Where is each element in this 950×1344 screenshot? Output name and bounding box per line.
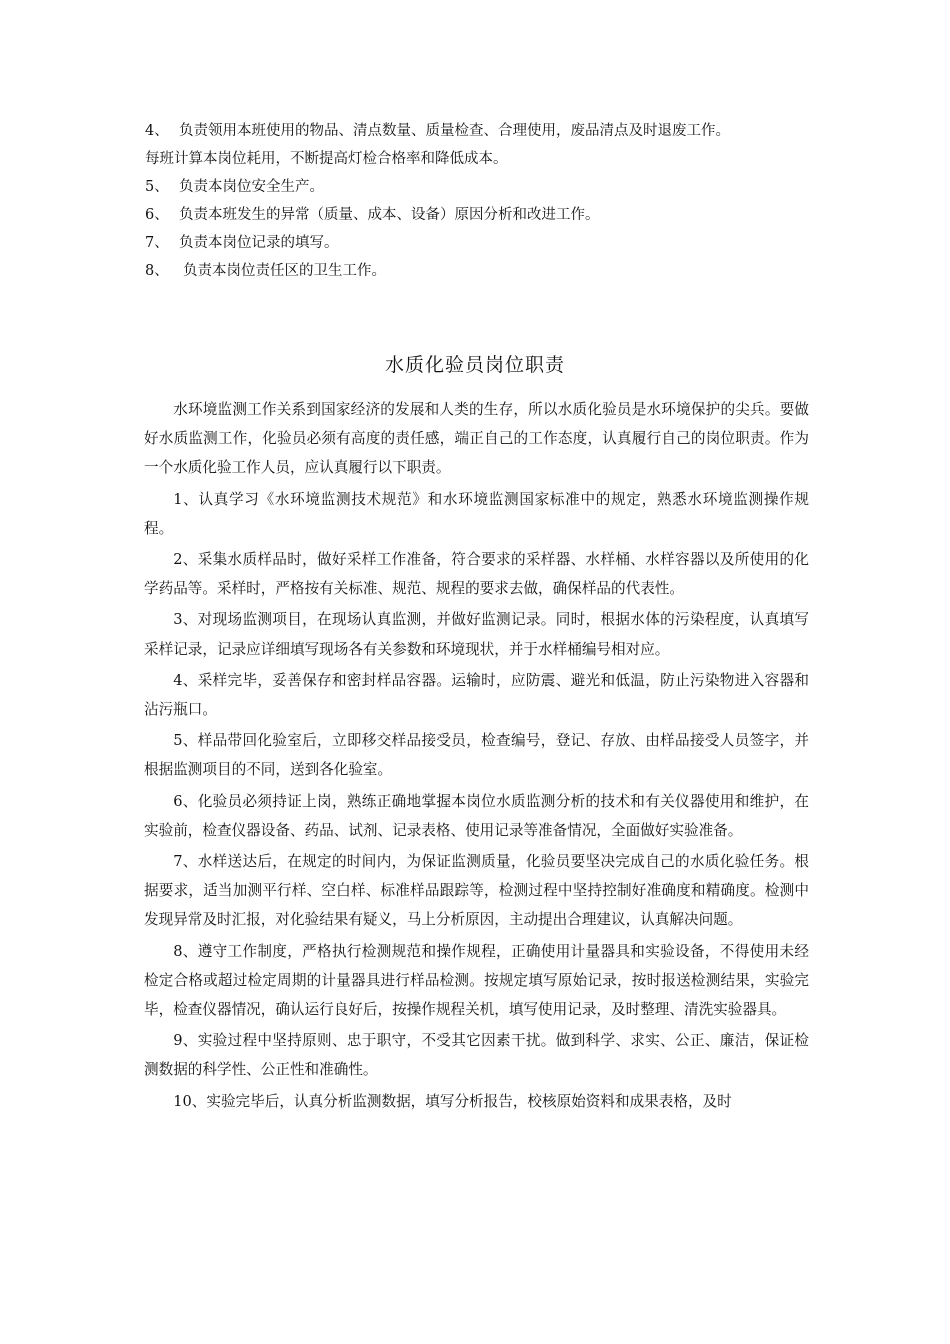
list-item-number: 6、 (145, 207, 169, 223)
duty-paragraph-1: 1、认真学习《水环境监测技术规范》和水环境监测国家标准中的规定，熟悉水环境监测操作规程。 (144, 490, 809, 537)
list-item-number: 8、 (145, 263, 169, 279)
duty-paragraph-3: 3、对现场监测项目，在现场认真监测，并做好监测记录。同时，根据水体的污染程度，认真填写采样记录，记录应详细填写现场各有关参数和环境现状，并于水样桶编号相对应。 (144, 611, 809, 658)
duty-paragraph-7: 7、水样送达后，在规定的时间内，为保证监测质量，化验员要坚决完成自己的水质化验任务。根据要求，适当加测平行样、空白样、标准样品跟踪等，检测过程中坚持控制好准确度和精确度。检测中发现异常及时汇报，对化验结果有疑义，马上分析原因，主动提出合理建议，认真解决问题。 (144, 853, 809, 929)
duty-paragraph-2: 2、采集水质样品时，做好采样工作准备，符合要求的采样器、水样桶、水样容器以及所使用的化学药品等。采样时，严格按有关标准、规范、规程的要求去做，确保样品的代表性。 (144, 551, 809, 598)
responsibility-list (145, 117, 825, 285)
list-item-text: 负责本岗位责任区的卫生工作。 (183, 263, 386, 279)
duty-paragraph-9: 9、实验过程中坚持原则、忠于职守，不受其它因素干扰。做到科学、求实、公正、廉洁，保证检测数据的科学性、公正性和准确性。 (144, 1032, 809, 1079)
intro-paragraph: 水环境监测工作关系到国家经济的发展和人类的生存，所以水质化验员是水环境保护的尖兵。要做好水质监测工作，化验员必须有高度的责任感，端正自己的工作态度，认真履行自己的岗位职责。作为一个水质化验工作人员，应认真履行以下职责。 (144, 401, 809, 477)
list-item-number: 5、 (145, 179, 169, 195)
list-item-text: 负责本班发生的异常（质量、成本、设备）原因分析和改进工作。 (179, 207, 600, 223)
duty-paragraph-8: 8、遵守工作制度，严格执行检测规范和操作规程，正确使用计量器具和实验设备，不得使用未经检定合格或超过检定周期的计量器具进行样品检测。按规定填写原始记录，按时报送检测结果，实验完毕，检查仪器情况，确认运行良好后，按操作规程关机，填写使用记录，及时整理、清洗实验器具。 (144, 942, 809, 1019)
list-item-text: 负责本岗位安全生产。 (179, 179, 324, 195)
list-item-number: 4、 (145, 123, 169, 139)
section-title: 水质化验员岗位职责 (384, 354, 565, 376)
section-body (144, 395, 809, 1116)
list-item (145, 257, 825, 285)
duty-paragraph-4: 4、采样完毕，妥善保存和密封样品容器。运输时，应防震、避光和低温，防止污染物进入容器和沾污瓶口。 (144, 671, 809, 719)
list-item-continuation: 每班计算本岗位耗用，不断提高灯检合格率和降低成本。 (145, 151, 508, 167)
list-item (145, 173, 825, 201)
duty-paragraph-10: 10、实验完毕后，认真分析监测数据，填写分析报告，校核原始资料和成果表格，及时 (173, 1092, 732, 1110)
list-item (145, 229, 825, 257)
list-item (145, 117, 825, 145)
list-item-number: 7、 (145, 235, 169, 251)
list-item-text: 负责本岗位记录的填写。 (179, 235, 339, 251)
list-item (145, 201, 825, 229)
list-item-text: 负责领用本班使用的物品、清点数量、质量检查、合理使用，废品清点及时退废工作。 (179, 123, 730, 139)
duty-paragraph-5: 5、样品带回化验室后，立即移交样品接受员，检查编号，登记、存放、由样品接受人员签字，并根据监测项目的不同，送到各化验室。 (144, 732, 809, 779)
duty-paragraph-6: 6、化验员必须持证上岗，熟练正确地掌握本岗位水质监测分析的技术和有关仪器使用和维护，在实验前，检查仪器设备、药品、试剂、记录表格、使用记录等准备情况，全面做好实验准备。 (144, 792, 809, 839)
